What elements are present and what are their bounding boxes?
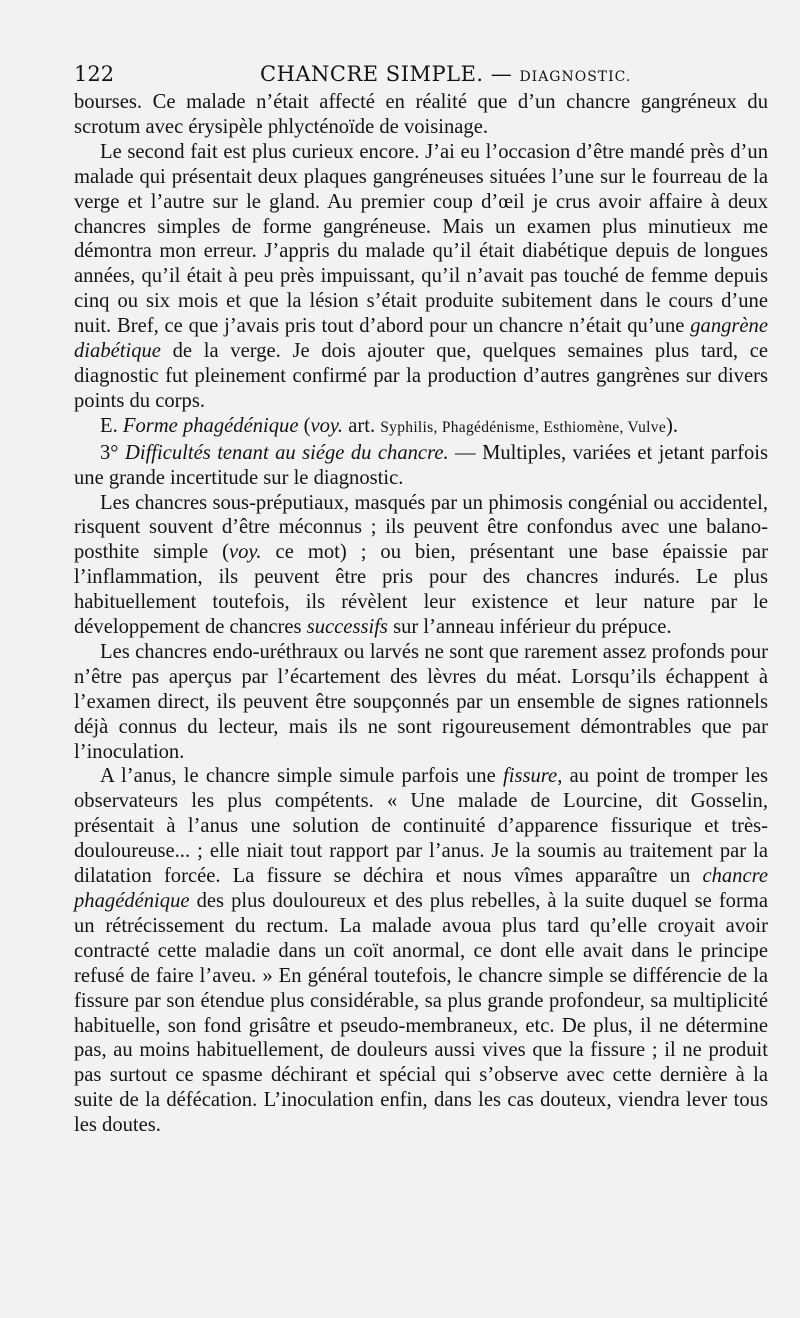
text-run: E. xyxy=(100,414,123,437)
italic-text: gangrène diabétique xyxy=(74,315,768,363)
body-text xyxy=(74,90,768,1138)
text-run: — Multiples, variées et jetant parfois une grande incertitude sur le diagnostic. xyxy=(74,441,768,489)
paragraph-p6 xyxy=(74,640,768,765)
text-run: ( xyxy=(298,414,311,437)
running-title xyxy=(260,62,631,86)
italic-text: voy. xyxy=(228,541,262,564)
text-run: art. xyxy=(343,414,381,437)
italic-text: Difficultés tenant au siége du chancre. xyxy=(124,441,449,464)
text-run: Les chancres sous-préputiaux, masqués par un phimosis congénial ou accidentel, risquent souvent d’être méconnus ; ils peuvent être confondus avec une balano-posthite simple ( xyxy=(74,491,768,564)
paragraph-p3 xyxy=(74,414,768,441)
text-run: , au point de tromper les observateurs les plus compétents. « Une malade de Lourcine, dit Gosselin, présentait à l’anus une solution de continuité d’apparence fissurique et très-douloureuse... ; elle niait tout rapport par l’anus. Je la soumis au traitement par la dilatation forcée. La fissure se déchira et nous vîmes apparaître un xyxy=(74,765,768,888)
text-run: Les chancres endo-uréthraux ou larvés ne sont que rarement assez profonds pour n’être pas aperçus par l’écartement des lèvres du méat. Lorsqu’ils échappent à l’examen direct, ils peuvent être soupçonnés par un ensemble de signes rationnels déjà connus du lecteur, mais ils ne sont rigoureusement démontrables que par l’inoculation. xyxy=(74,640,768,763)
paragraph-p1 xyxy=(74,90,768,140)
italic-text: voy. xyxy=(310,414,344,437)
page-number: 122 xyxy=(74,62,115,86)
text-run: sur l’anneau inférieur du prépuce. xyxy=(387,616,672,639)
text-run: des plus douloureux et des plus rebelles, à la suite duquel se forma un rétrécissement du rectum. La malade avoua plus tard qu’elle croyait avoir contracté cette maladie dans un coït anormal, ce dont elle avait dans le principe refusé de faire l’aveu. » En général toutefois, le chancre simple se différencie de la fissure par son étendue plus considérable, sa plus grande profondeur, sa multiplicité habituelle, son fond grisâtre et pseudo-membraneux, etc. De plus, il ne détermine pas, au moins habituellement, de douleurs aussi vives que la fissure ; il ne produit pas surtout ce spasme déchirant et spécial qui s’observe avec cette dernière à la suite de la défécation. L’inoculation enfin, dans les cas douteux, viendra lever tous les doutes. xyxy=(74,890,768,1137)
paragraph-p4 xyxy=(74,441,768,491)
italic-text: successifs xyxy=(306,616,388,639)
paragraph-p7 xyxy=(74,764,768,1138)
paragraph-p2 xyxy=(74,140,768,414)
running-title-main: CHANCRE SIMPLE. — xyxy=(260,62,513,86)
italic-text: Forme phagédénique xyxy=(122,414,299,437)
text-run: ). xyxy=(666,414,679,437)
text-run: de la verge. Je dois ajouter que, quelques semaines plus tard, ce diagnostic fut pleinement confirmé par la production d’autres gangrènes sur divers points du corps. xyxy=(74,340,768,412)
italic-text: chancre phagédénique xyxy=(74,865,768,912)
text-run: 3° xyxy=(100,441,125,464)
small-caps-text: Syphilis, Phagédénisme, Esthiomène, Vulve xyxy=(380,418,667,436)
running-title-section: DIAGNOSTIC. xyxy=(519,69,632,85)
text-run: A l’anus, le chancre simple simule parfois une xyxy=(100,765,504,788)
text-run: Le second fait est plus curieux encore. J’ai eu l’occasion d’être mandé près d’un malade qui présentait deux plaques gangréneuses situées l’une sur le fourreau de la verge et l’autre sur le gland. Au premier coup d’œil je crus avoir affaire à deux chancres simples de forme gangréneuse. Mais un examen plus minutieux me démontra mon erreur. J’appris du malade qu’il était diabétique depuis de longues années, qu’il était à peu près impuissant, qu’il n’avait pas touché de femme depuis cinq ou six mois et que la lésion s’était produite subitement dans le cours d’une nuit. Bref, ce que j’avais pris tout d’abord pour un chancre n’était qu’une xyxy=(74,140,768,338)
page-header xyxy=(74,52,768,90)
paragraph-p5 xyxy=(74,491,768,640)
italic-text: fissure xyxy=(503,765,558,788)
text-run: ce mot) ; ou bien, présentant une base épaissie par l’inflammation, ils peuvent être pris pour des chancres indurés. Le plus habituellement toutefois, ils révèlent leur existence et leur nature par le développement de chancres xyxy=(74,541,768,639)
text-run: bourses. Ce malade n’était affecté en réalité que d’un chancre gangréneux du scrotum avec érysipèle phlycténoïde de voisinage. xyxy=(74,91,768,138)
